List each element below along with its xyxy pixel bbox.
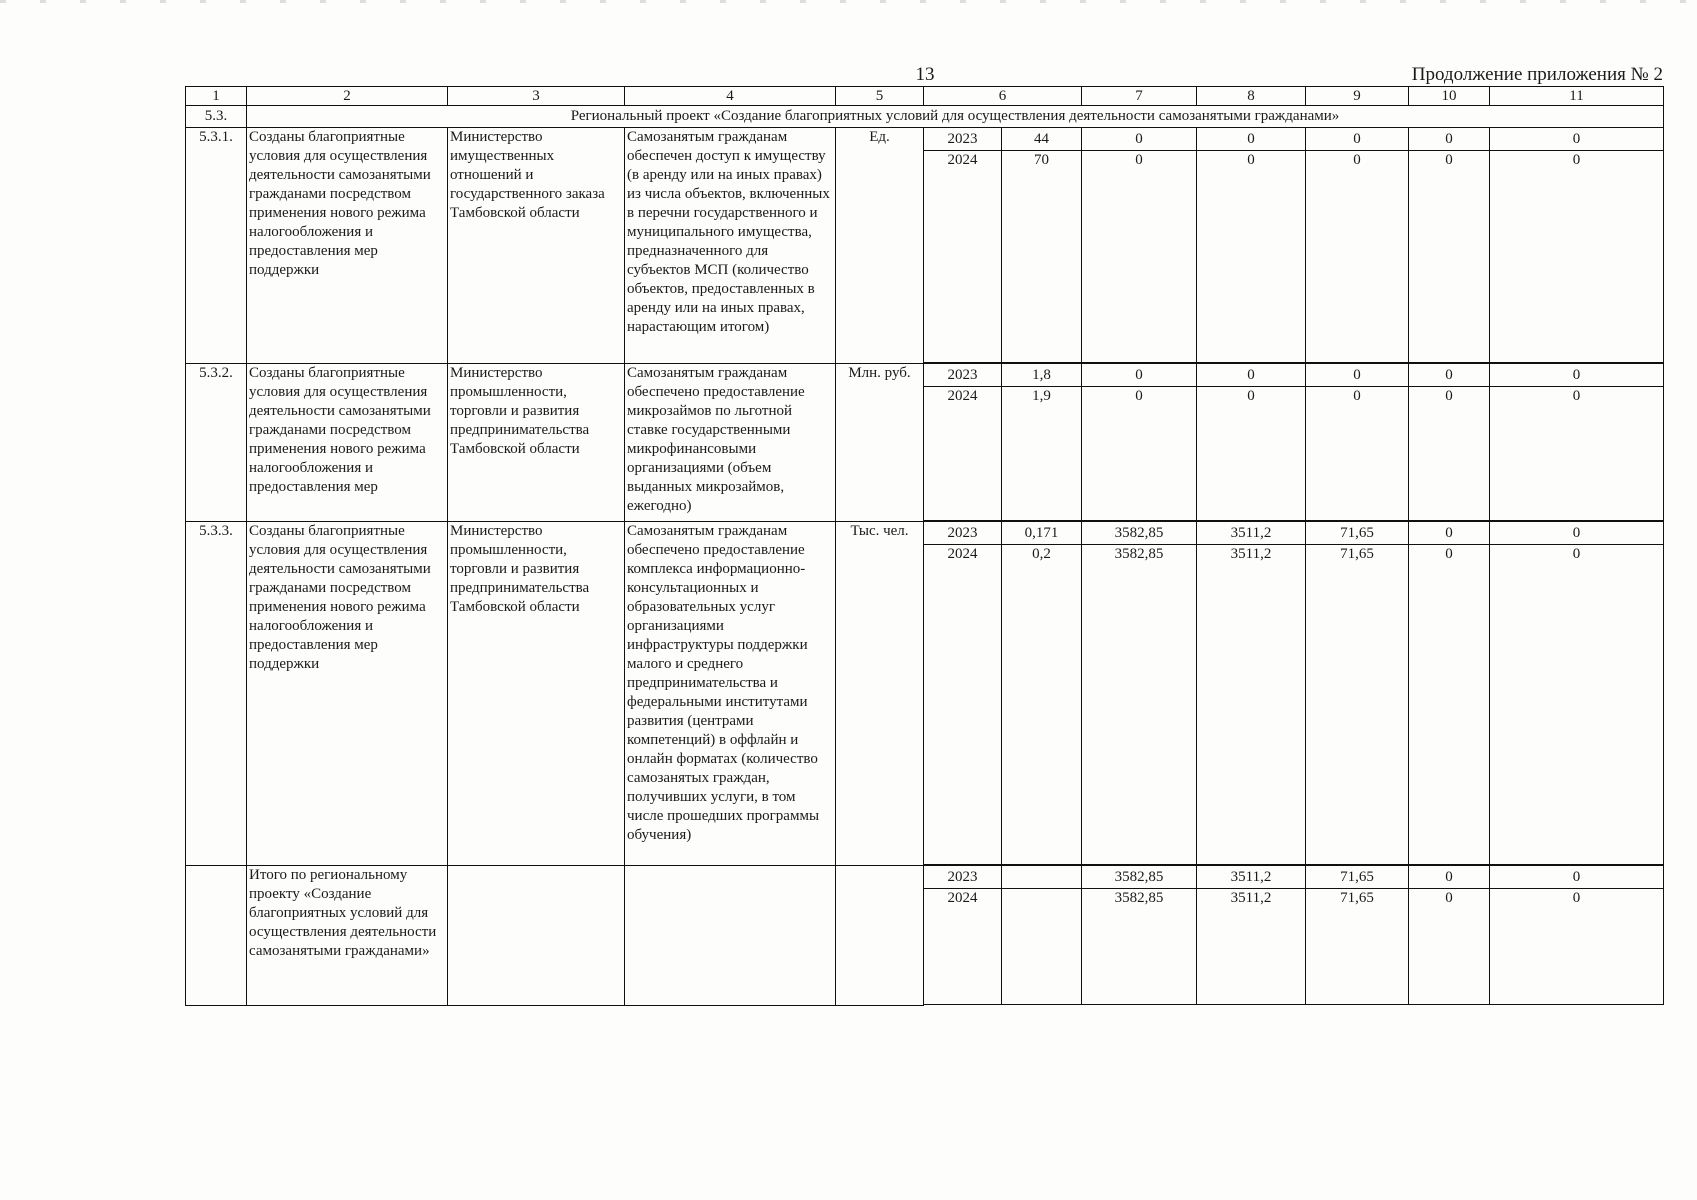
col10-cell: 0 [1409,387,1490,521]
col8-cell: 0 [1197,364,1306,387]
year-cell: 2024 [924,151,1002,363]
row-executor: Министерство имущественных отношений и государственного заказа Тамбовской области [448,128,625,364]
value-cell: 0,2 [1002,545,1082,865]
col9-cell: 71,65 [1306,889,1409,1005]
row-name: Созданы благоприятные условия для осуществления деятельности самозанятыми гражданами посредством применения нового режима налогообложения и предоставления мер [247,364,448,522]
section-title: Региональный проект «Создание благоприятных условий для осуществления деятельности самозанятыми гражданами» [247,106,1664,128]
row-unit: Ед. [836,128,924,364]
year-cell: 2023 [924,866,1002,889]
section-row [186,106,1664,128]
header-col-10: 10 [1409,87,1490,106]
col7-cell: 0 [1082,151,1197,363]
col7-cell: 0 [1082,387,1197,521]
continuation-label: Продолжение приложения № 2 [1411,64,1663,85]
col10-cell: 0 [1409,889,1490,1005]
col11-cell: 0 [1490,151,1664,363]
col11-cell: 0 [1490,387,1664,521]
value-cell: 70 [1002,151,1082,363]
appendix-table [185,86,1664,1006]
header-col-6: 6 [924,87,1082,106]
col9-cell: 71,65 [1306,545,1409,865]
year-cell: 2024 [924,889,1002,1005]
row-executor: Министерство промышленности, торговли и развития предпринимательства Тамбовской области [448,522,625,866]
col7-cell: 3582,85 [1082,545,1197,865]
col8-cell: 0 [1197,128,1306,151]
section-number: 5.3. [186,106,247,128]
header-col-7: 7 [1082,87,1197,106]
col8-cell: 3511,2 [1197,545,1306,865]
header-col-2: 2 [247,87,448,106]
header-col-3: 3 [448,87,625,106]
col7-cell: 0 [1082,364,1197,387]
col9-cell: 0 [1306,128,1409,151]
col7-cell: 3582,85 [1082,866,1197,889]
value-cell [1002,889,1082,1005]
header-col-9: 9 [1306,87,1409,106]
year-cell: 2023 [924,364,1002,387]
header-col-4: 4 [625,87,836,106]
row-indicator [625,866,836,1006]
col8-cell: 0 [1197,387,1306,521]
table-row [186,522,1664,545]
col9-cell: 0 [1306,151,1409,363]
row-number: 5.3.2. [186,364,247,522]
header-col-8: 8 [1197,87,1306,106]
row-indicator: Самозанятым гражданам обеспечено предоставление микрозаймов по льготной ставке государственными микрофинансовыми организациями (объем выданных микрозаймов, ежегодно) [625,364,836,522]
col10-cell: 0 [1409,128,1490,151]
table-row [186,128,1664,151]
col8-cell: 3511,2 [1197,889,1306,1005]
col7-cell: 3582,85 [1082,522,1197,545]
col8-cell: 0 [1197,151,1306,363]
row-number: 5.3.1. [186,128,247,364]
col8-cell: 3511,2 [1197,866,1306,889]
value-cell [1002,866,1082,889]
total-row [186,866,1664,889]
row-number: 5.3.3. [186,522,247,866]
year-cell: 2023 [924,522,1002,545]
row-number [186,866,247,1006]
col10-cell: 0 [1409,866,1490,889]
col11-cell: 0 [1490,128,1664,151]
header-col-11: 11 [1490,87,1664,106]
row-unit: Млн. руб. [836,364,924,522]
row-executor: Министерство промышленности, торговли и развития предпринимательства Тамбовской области [448,364,625,522]
col9-cell: 0 [1306,387,1409,521]
value-cell: 44 [1002,128,1082,151]
value-cell: 1,9 [1002,387,1082,521]
year-cell: 2024 [924,545,1002,865]
header-col-1: 1 [186,87,247,106]
col11-cell: 0 [1490,889,1664,1005]
col11-cell: 0 [1490,545,1664,865]
value-cell: 0,171 [1002,522,1082,545]
row-unit: Тыс. чел. [836,522,924,866]
col7-cell: 3582,85 [1082,889,1197,1005]
year-cell: 2024 [924,387,1002,521]
row-unit [836,866,924,1006]
col9-cell: 0 [1306,364,1409,387]
col10-cell: 0 [1409,522,1490,545]
col10-cell: 0 [1409,364,1490,387]
value-cell: 1,8 [1002,364,1082,387]
row-name: Созданы благоприятные условия для осуществления деятельности самозанятыми гражданами посредством применения нового режима налогообложения и предоставления мер поддержки [247,128,448,364]
col11-cell: 0 [1490,522,1664,545]
year-cell: 2023 [924,128,1002,151]
col11-cell: 0 [1490,364,1664,387]
header-col-5: 5 [836,87,924,106]
total-name: Итого по региональному проекту «Создание благоприятных условий для осуществления деятельности самозанятыми гражданами» [247,866,448,1006]
col10-cell: 0 [1409,545,1490,865]
row-name: Созданы благоприятные условия для осуществления деятельности самозанятыми гражданами посредством применения нового режима налогообложения и предоставления мер поддержки [247,522,448,866]
col9-cell: 71,65 [1306,522,1409,545]
row-indicator: Самозанятым гражданам обеспечен доступ к имуществу (в аренду или на иных правах) из числа объектов, включенных в перечни государственного и муниципального имущества, предназначенного для субъектов МСП (количество объектов, предоставленных в аренду или на иных правах, нарастающим итогом) [625,128,836,364]
col11-cell: 0 [1490,866,1664,889]
col7-cell: 0 [1082,128,1197,151]
col10-cell: 0 [1409,151,1490,363]
scan-edge [0,0,1697,3]
row-indicator: Самозанятым гражданам обеспечено предоставление комплекса информационно-консультационных и образовательных услуг организациями инфраструктуры поддержки малого и среднего предпринимательства и федеральными институтами развития (центрами компетенций) в оффлайн и онлайн форматах (количество самозанятых граждан, получивших услуги, в том числе прошедших программы обучения) [625,522,836,866]
header-row [186,87,1664,106]
row-executor [448,866,625,1006]
col8-cell: 3511,2 [1197,522,1306,545]
col9-cell: 71,65 [1306,866,1409,889]
page-number: 13 [915,64,935,85]
table-row [186,364,1664,387]
